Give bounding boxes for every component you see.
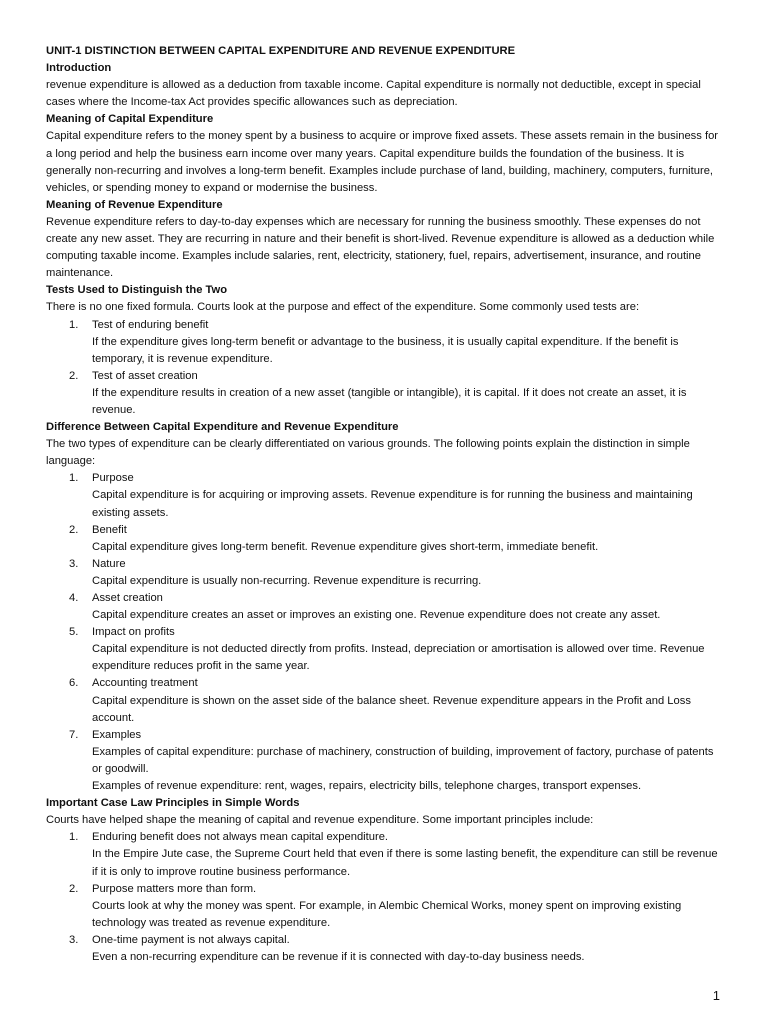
list-number: 2. [69, 369, 79, 382]
list-item-title: Nature [92, 557, 126, 570]
list-item-body: Examples of capital expenditure: purchase of machinery, construction of building, improvement of factory, purchase of patents or goodwill. [92, 745, 714, 775]
list-item-title: Benefit [92, 523, 127, 536]
list-number: 6. [69, 677, 79, 690]
capital-heading: Meaning of Capital Expenditure [46, 113, 214, 126]
list-item-title: Test of asset creation [92, 369, 198, 382]
difference-heading: Difference Between Capital Expenditure and Revenue Expenditure [46, 421, 399, 434]
caselaw-paragraph: Courts have helped shape the meaning of capital and revenue expenditure. Some important principles include: [46, 814, 594, 827]
list-item [46, 624, 726, 675]
list-item-title: Accounting treatment [92, 677, 198, 690]
intro-paragraph: revenue expenditure is allowed as a deduction from taxable income. Capital expenditure is normally not deductible, except in special cases where the Income-tax Act provides specific allowances such as depreciation. [46, 79, 701, 109]
list-number: 1. [69, 318, 79, 331]
list-item [46, 522, 726, 556]
list-number: 4. [69, 592, 79, 604]
list-item [46, 590, 726, 624]
list-item-title: Test of enduring benefit [92, 318, 209, 331]
intro-heading: Introduction [46, 62, 112, 75]
revenue-paragraph: Revenue expenditure refers to day-to-day expenses which are necessary for running the business smoothly. These expenses do not create any new asset. They are recurring in nature and their benefit is short-lived. Revenue expenditure is allowed as a deduction while computing taxable income. Examples include salaries, rent, electricity, stationery, fuel, repairs, advertisement, insurance, and routine maintenance. [46, 215, 715, 280]
list-item-title: One-time payment is not always capital. [92, 933, 290, 946]
list-number: 3. [69, 557, 79, 570]
list-number: 2. [69, 523, 79, 536]
list-item-body: Capital expenditure is for acquiring or improving assets. Revenue expenditure is for running the business and maintaining existing assets. [92, 489, 693, 519]
list-item-body: Courts look at why the money was spent. For example, in Alembic Chemical Works, money spent on improving existing technology was treated as revenue expenditure. [92, 899, 682, 929]
list-item [46, 881, 726, 932]
tests-heading: Tests Used to Distinguish the Two [46, 284, 228, 297]
difference-paragraph: The two types of expenditure can be clearly differentiated on various grounds. The following points explain the distinction in simple language: [46, 438, 690, 468]
list-item [46, 932, 726, 966]
difference-list [46, 470, 726, 795]
list-item-body: Capital expenditure is shown on the asset side of the balance sheet. Revenue expenditure appears in the Profit and Loss account. [92, 694, 691, 724]
revenue-heading: Meaning of Revenue Expenditure [46, 198, 223, 211]
capital-paragraph: Capital expenditure refers to the money spent by a business to acquire or improve fixed assets. These assets remain in the business for a long period and help the business earn income over many years. Capital expenditure builds the foundation of the business. It is generally non-recurring and involves a long-term benefit. Examples include purchase of land, building, machinery, computers, furniture, vehicles, or spending money to expand or modernise the business. [46, 130, 719, 194]
list-item-body: Capital expenditure gives long-term benefit. Revenue expenditure gives short-term, immediate benefit. [92, 540, 599, 553]
list-number: 1. [69, 831, 79, 844]
list-item [46, 368, 726, 419]
caselaw-list [46, 829, 726, 966]
list-number: 3. [69, 933, 79, 946]
list-item [46, 556, 726, 590]
list-item [46, 317, 726, 368]
list-item [46, 829, 726, 880]
page-number: 1 [712, 988, 720, 1003]
tests-paragraph: There is no one fixed formula. Courts look at the purpose and effect of the expenditure. Some commonly used tests are: [46, 301, 640, 314]
list-item-body: Capital expenditure is not deducted directly from profits. Instead, depreciation or amortisation is allowed over time. Revenue expenditure reduces profit in the same year. [92, 643, 705, 673]
list-item-title: Purpose matters more than form. [92, 882, 257, 895]
page-title: UNIT-1 DISTINCTION BETWEEN CAPITAL EXPENDITURE AND REVENUE EXPENDITURE [46, 45, 516, 57]
tests-list [46, 317, 726, 420]
list-item-body: If the expenditure results in creation of a new asset (tangible or intangible), it is capital. If it does not create an asset, it is revenue. [92, 386, 687, 416]
list-number: 7. [69, 728, 79, 741]
list-item-body: Capital expenditure creates an asset or improves an existing one. Revenue expenditure does not create any asset. [92, 609, 661, 622]
list-item-title: Examples [92, 728, 142, 741]
list-item-body: If the expenditure gives long-term benefit or advantage to the business, it is usually capital expenditure. If the benefit is temporary, it is revenue expenditure. [92, 335, 679, 365]
list-number: 5. [69, 626, 79, 639]
document-page [46, 43, 726, 966]
list-item [46, 727, 726, 795]
caselaw-heading: Important Case Law Principles in Simple Words [46, 797, 300, 810]
list-item [46, 675, 726, 726]
list-item-body: Even a non-recurring expenditure can be revenue if it is connected with day-to-day business needs. [92, 950, 585, 963]
list-item-body: In the Empire Jute case, the Supreme Court held that even if there is some lasting benefit, the expenditure can still be revenue if it is only to improve routine business performance. [92, 848, 718, 878]
list-item-body-continued: Examples of revenue expenditure: rent, wages, repairs, electricity bills, telephone charges, transport expenses. [92, 780, 642, 793]
list-item-title: Enduring benefit does not always mean capital expenditure. [92, 831, 389, 844]
list-item-body: Capital expenditure is usually non-recurring. Revenue expenditure is recurring. [92, 574, 482, 587]
list-number: 2. [69, 882, 79, 895]
list-number: 1. [69, 472, 79, 485]
list-item [46, 470, 726, 521]
list-item-title: Asset creation [92, 592, 163, 604]
list-item-title: Impact on profits [92, 626, 175, 639]
list-item-title: Purpose [92, 472, 134, 485]
